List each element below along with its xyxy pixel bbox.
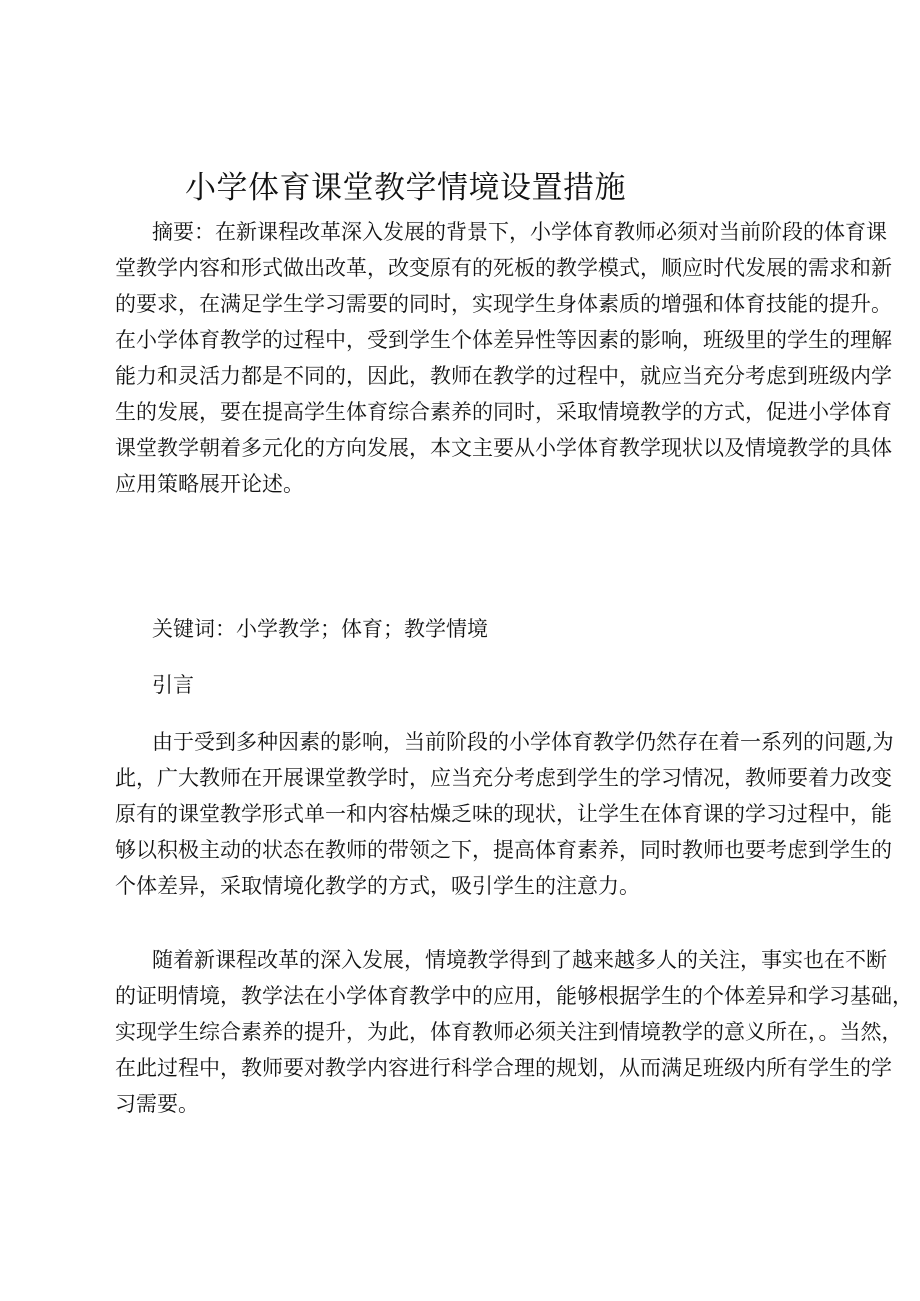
intro-heading [115, 667, 825, 703]
text-line: 在小学体育教学的过程中，受到学生个体差异性等因素的影响，班级里的学生的理解 [115, 328, 892, 352]
text-line: 够以积极主动的状态在教师的带领之下，提高体育素养，同时教师也要考虑到学生的 [115, 838, 892, 862]
text-line: 个体差异，采取情境化教学的方式，吸引学生的注意力。 [115, 874, 640, 898]
text-line: 摘要：在新课程改革深入发展的背景下，小学体育教师必须对当前阶段的体育课 [152, 220, 887, 244]
text-line: 的要求，在满足学生学习需要的同时，实现学生身体素质的增强和体育技能的提升。 [115, 292, 892, 316]
text-line: 的证明情境，教学法在小学体育教学中的应用，能够根据学生的个体差异和学习基础， [115, 984, 913, 1008]
text-line: 习需要。 [115, 1092, 199, 1116]
text-line: 能力和灵活力都是不同的，因此，教师在教学的过程中，就应当充分考虑到班级内学 [115, 364, 892, 388]
text-line: 生的发展，要在提高学生体育综合素养的同时，采取情境教学的方式，促进小学体育 [115, 400, 892, 424]
keywords [115, 611, 825, 647]
text-line: 此，广大教师在开展课堂教学时，应当充分考虑到学生的学习情况，教师要着力改变 [115, 766, 892, 790]
body-paragraph-2 [115, 942, 913, 1122]
text-line: 由于受到多种因素的影响，当前阶段的小学体育教学仍然存在着一系列的问题,为 [152, 730, 894, 754]
text-line: 原有的课堂教学形式单一和内容枯燥乏味的现状，让学生在体育课的学习过程中，能 [115, 802, 892, 826]
body-paragraph-1 [115, 724, 894, 904]
text-line: 堂教学内容和形式做出改革，改变原有的死板的教学模式，顺应时代发展的需求和新 [115, 256, 892, 280]
intro-heading-text: 引言 [152, 673, 194, 697]
text-line: 在此过程中，教师要对教学内容进行科学合理的规划，从而满足班级内所有学生的学 [115, 1056, 892, 1080]
document-title: 小学体育课堂教学情境设置措施 [185, 170, 626, 206]
abstract-paragraph [115, 214, 892, 502]
text-line: 课堂教学朝着多元化的方向发展，本文主要从小学体育教学现状以及情境教学的具体 [115, 436, 892, 460]
text-line: 实现学生综合素养的提升，为此，体育教师必须关注到情境教学的意义所在，。当然， [115, 1020, 903, 1044]
keywords-text: 关键词：小学教学；体育；教学情境 [152, 617, 488, 641]
text-line: 应用策略展开论述。 [115, 472, 304, 496]
text-line: 随着新课程改革的深入发展，情境教学得到了越来越多人的关注，事实也在不断 [152, 948, 887, 972]
